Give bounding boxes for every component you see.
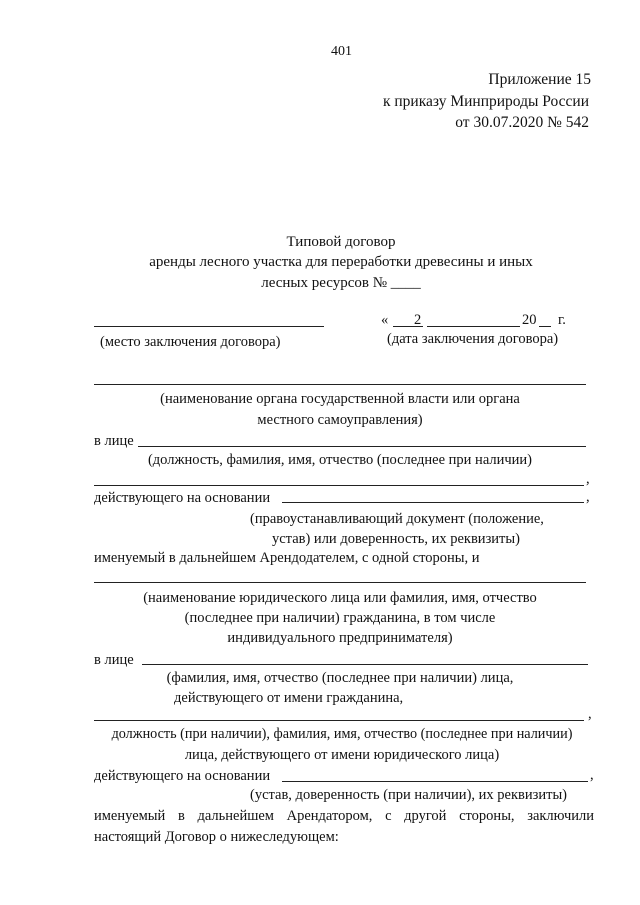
authority-caption-1: (наименование органа государственной власти или органа bbox=[160, 391, 520, 407]
appendix-line-2: к приказу Минприроды России bbox=[382, 93, 589, 110]
position-blank-line-1 bbox=[94, 485, 584, 486]
in-person-label-1: в лице bbox=[94, 433, 134, 449]
comma-1: , bbox=[586, 471, 590, 487]
appendix-line-3: от 30.07.2020 № 542 bbox=[455, 114, 589, 131]
appendix-line-1: Приложение 15 bbox=[488, 71, 591, 88]
title-line-2: аренды лесного участка для переработки древесины и иных bbox=[149, 254, 533, 270]
acting-basis-label-2: действующего на основании bbox=[94, 768, 271, 784]
doc-caption-1: (правоустанавливающий документ (положение, bbox=[250, 511, 544, 527]
position-caption-2b: лица, действующего от имени юридического лица) bbox=[184, 747, 500, 763]
entity-caption-3: индивидуального предпринимателя) bbox=[227, 630, 453, 646]
position-caption-1: (должность, фамилия, имя, отчество (последнее при наличии) bbox=[147, 452, 533, 468]
tenant-text-2: настоящий Договор о нижеследующем: bbox=[94, 829, 339, 845]
entity-caption-2: (последнее при наличии) гражданина, в том числе bbox=[184, 610, 496, 626]
entity-caption-1: (наименование юридического лица или фамилия, имя, отчество bbox=[143, 590, 537, 606]
page-number: 401 bbox=[331, 44, 352, 59]
comma-3: , bbox=[588, 706, 592, 722]
month-blank-line bbox=[427, 326, 520, 327]
acting-basis-blank-line-2 bbox=[282, 781, 588, 782]
authority-caption-2: местного самоуправления) bbox=[257, 412, 423, 428]
comma-2: , bbox=[586, 489, 590, 505]
tenant-text-1: именуемый в дальнейшем Арендатором, с другой стороны, заключили bbox=[94, 808, 594, 824]
in-person-blank-line-2 bbox=[142, 664, 588, 665]
name-caption-2: действующего от имени гражданина, bbox=[174, 690, 404, 706]
date-open-quote: « bbox=[381, 312, 389, 328]
date-year-suffix: г. bbox=[558, 312, 566, 328]
place-blank-line bbox=[94, 326, 324, 327]
landlord-text: именуемый в дальнейшем Арендодателем, с одной стороны, и bbox=[94, 550, 480, 566]
in-person-blank-line-1 bbox=[138, 446, 586, 447]
comma-4: , bbox=[590, 767, 594, 783]
place-caption: (место заключения договора) bbox=[100, 334, 281, 350]
authority-blank-line bbox=[94, 384, 586, 385]
in-person-label-2: в лице bbox=[94, 652, 134, 668]
position-caption-2a: должность (при наличии), фамилия, имя, отчество (последнее при наличии) bbox=[111, 726, 573, 742]
title-line-1: Типовой договор bbox=[286, 234, 396, 250]
position-blank-line-2 bbox=[94, 720, 584, 721]
acting-basis-blank-line-1 bbox=[282, 502, 584, 503]
date-year-prefix: 20 bbox=[522, 312, 537, 328]
name-caption-1: (фамилия, имя, отчество (последнее при наличии) лица, bbox=[166, 670, 514, 686]
year-blank-line bbox=[539, 326, 551, 327]
acting-basis-label-1: действующего на основании bbox=[94, 490, 271, 506]
date-day: 2 bbox=[414, 312, 422, 328]
title-line-3: лесных ресурсов № ____ bbox=[261, 275, 421, 291]
date-caption: (дата заключения договора) bbox=[387, 331, 559, 347]
charter-caption: (устав, доверенность (при наличии), их реквизиты) bbox=[250, 787, 568, 803]
entity-blank-line bbox=[94, 582, 586, 583]
doc-caption-2: устав) или доверенность, их реквизиты) bbox=[272, 531, 520, 547]
